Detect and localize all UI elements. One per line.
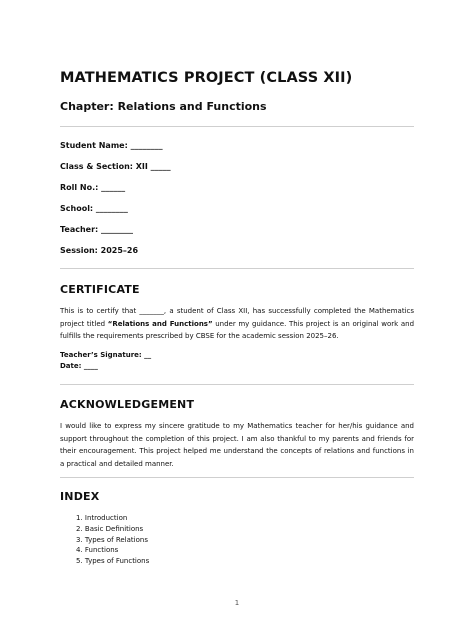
index-item: 5. Types of Functions (76, 557, 150, 566)
divider (60, 384, 414, 385)
index-item: 2. Basic Definitions (76, 524, 144, 533)
teacher-field: Teacher: ________ (60, 225, 134, 234)
page-title: MATHEMATICS PROJECT (CLASS XII) (60, 70, 353, 86)
certificate-text-start: This is to certify that _______, a student of Class XII, has successfully completed the Mathematics project titled (60, 307, 414, 328)
divider (60, 268, 414, 269)
teacher-signature-line: Teacher’s Signature: __ (60, 351, 152, 359)
index-item: 4. Functions (76, 546, 119, 555)
chapter-subtitle: Chapter: Relations and Functions (60, 100, 267, 113)
index-item: 1. Introduction (76, 514, 128, 522)
page-number: 1 (234, 599, 240, 607)
divider (60, 126, 414, 127)
class-section-field: Class & Section: XII _____ (60, 162, 171, 171)
school-field: School: ________ (60, 204, 128, 213)
index-list (76, 513, 149, 567)
date-line: Date: ____ (60, 362, 98, 370)
index-heading: INDEX (60, 490, 100, 503)
certificate-text-end: under my guidance. This project is an original work and fulfills the requirements prescribed by CBSE for the academic session 2025–26. (60, 319, 415, 340)
index-item: 3. Types of Relations (76, 535, 148, 544)
certificate-heading: CERTIFICATE (60, 283, 140, 296)
certificate-text (60, 305, 414, 343)
session-field: Session: 2025–26 (60, 246, 139, 255)
project-title: “Relations and Functions” (107, 319, 213, 328)
divider (60, 477, 414, 478)
acknowledgement-heading: ACKNOWLEDGEMENT (60, 398, 195, 411)
acknowledgement-text: I would like to express my sincere gratitude to my Mathematics teacher for her/his guidance and support throughout the completion of this project. I am also thankful to my parents and friends for their encouragement. This project helped me understand the concepts of relations and functions in a practical and detailed manner. (60, 422, 414, 468)
student-name-field: Student Name: ________ (60, 141, 163, 150)
roll-no-field: Roll No.: ______ (60, 183, 126, 192)
